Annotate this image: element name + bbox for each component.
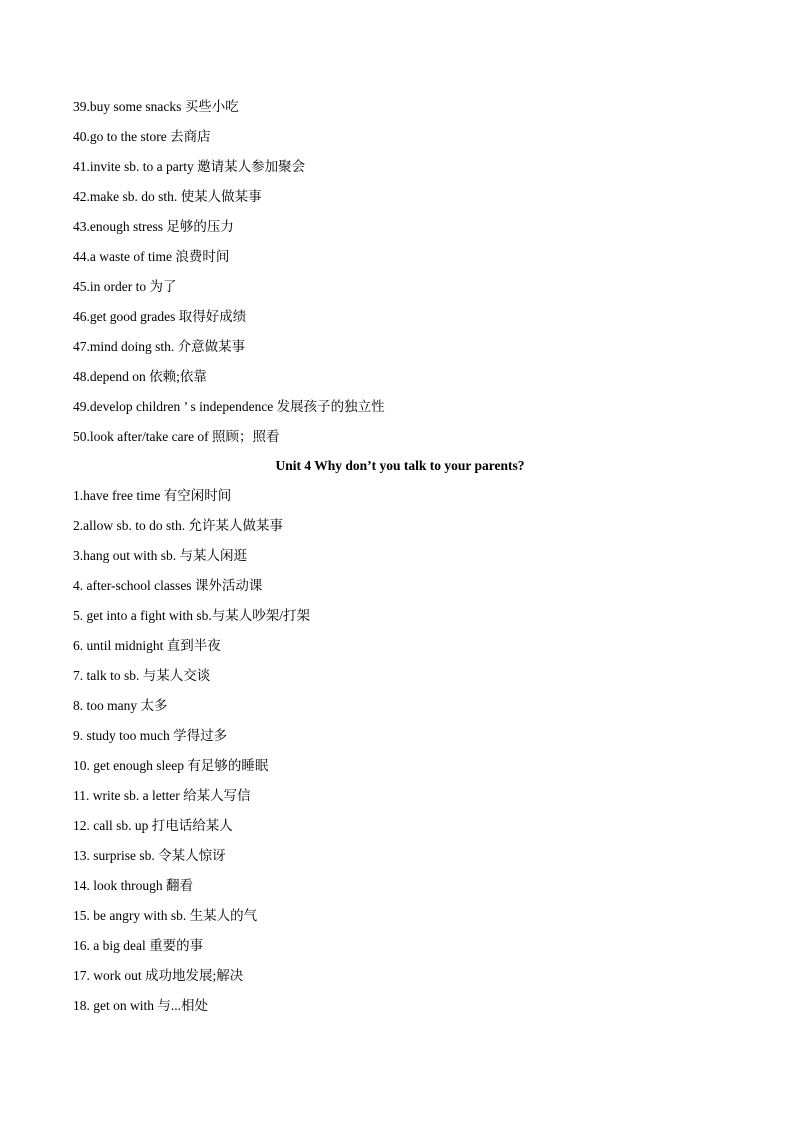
list-item: 39.buy some snacks 买些小吃 [73,99,239,114]
list-item: 48.depend on 依赖;依靠 [73,369,207,384]
list-item: 47.mind doing sth. 介意做某事 [73,339,246,354]
list-item: 49.develop children ’ s independence 发展孩子的独立性 [73,399,385,414]
list-item: 18. get on with 与...相处 [73,998,208,1013]
list-item: 16. a big deal 重要的事 [73,938,204,953]
list-item: 13. surprise sb. 令某人惊讶 [73,848,226,863]
list-item: 50.look after/take care of 照顾；照看 [73,429,280,444]
list-item: 15. be angry with sb. 生某人的气 [73,908,258,923]
list-item: 11. write sb. a letter 给某人写信 [73,788,251,803]
list-item: 7. talk to sb. 与某人交谈 [73,668,211,683]
list-item: 40.go to the store 去商店 [73,129,211,144]
list-item: 46.get good grades 取得好成绩 [73,309,247,324]
list-item: 3.hang out with sb. 与某人闲逛 [73,548,247,563]
list-item: 43.enough stress 足够的压力 [73,219,234,234]
list-item: 6. until midnight 直到半夜 [73,638,221,653]
list-item: 1.have free time 有空闲时间 [73,488,232,503]
list-item: 9. study too much 学得过多 [73,728,228,743]
list-item: 12. call sb. up 打电话给某人 [73,818,233,833]
unit-heading: Unit 4 Why don’t you talk to your parents? [275,458,525,473]
phrase-list-unit3 [73,92,733,452]
phrase-list-unit4 [73,481,733,1021]
list-item: 42.make sb. do sth. 使某人做某事 [73,189,262,204]
list-item: 10. get enough sleep 有足够的睡眠 [73,758,269,773]
list-item: 4. after-school classes 课外活动课 [73,578,263,593]
list-item: 41.invite sb. to a party 邀请某人参加聚会 [73,159,306,174]
list-item: 5. get into a fight with sb.与某人吵架/打架 [73,608,310,623]
list-item: 2.allow sb. to do sth. 允许某人做某事 [73,518,284,533]
list-item: 45.in order to 为了 [73,279,177,294]
list-item: 44.a waste of time 浪费时间 [73,249,230,264]
list-item: 17. work out 成功地发展;解决 [73,968,244,983]
list-item: 8. too many 太多 [73,698,168,713]
list-item: 14. look through 翻看 [73,878,193,893]
